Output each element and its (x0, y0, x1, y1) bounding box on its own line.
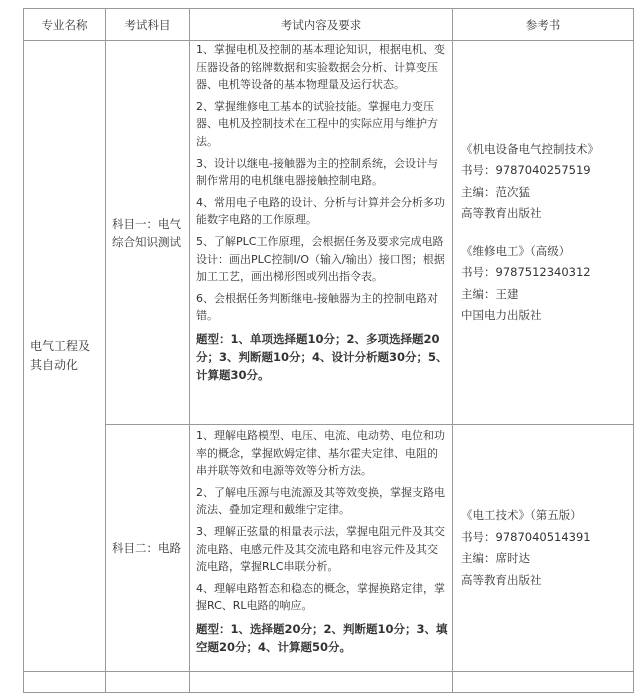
empty-cell (24, 672, 106, 693)
empty-cell (106, 672, 190, 693)
content-item: 6、会根据任务判断继电-接触器为主的控制电路对错。 (196, 291, 438, 323)
empty-cell (453, 672, 634, 693)
book-title: 《机电设备电气控制技术》 (461, 141, 599, 156)
book-isbn: 书号：9787040514391 (461, 529, 591, 544)
book-editor: 主编：席时达 (461, 551, 530, 565)
book-title: 《维修电工》（高级） (461, 243, 571, 258)
reference-books (453, 41, 634, 425)
empty-cell (190, 672, 453, 693)
book-publisher: 中国电力出版社 (461, 308, 542, 322)
content-item: 1、理解电路模型、电压、电流、电动势、电位和功率的概念，掌握欧姆定律、基尔霍夫定律、电阻的串并联等效和电源等效等分析方法。 (196, 429, 445, 478)
header-books: 参考书 (453, 9, 634, 41)
content-item: 3、理解正弦量的相量表示法，掌握电阻元件及其交流电路、电感元件及其交流电路和电容元件及其交流电路，掌握RLC串联分析。 (196, 524, 445, 574)
header-subject: 考试科目 (106, 9, 190, 41)
question-types: 题型：1、单项选择题10分；2、多项选择题20分；3、判断题10分；4、设计分析题30分；5、计算题30分。 (196, 331, 448, 383)
subject-content (190, 425, 453, 672)
book-publisher: 高等教育出版社 (461, 206, 542, 220)
book (461, 505, 629, 591)
table-row (24, 672, 634, 693)
book-title: 《电工技术》（第五版） (461, 508, 582, 522)
content-item: 5、了解PLC工作原理，会根据任务及要求完成电路设计：画出PLC控制I/O（输入/输出）接口图；根据加工工艺，画出梯形图或列出指令表。 (196, 234, 445, 284)
exam-table (23, 8, 634, 693)
reference-books (453, 425, 634, 672)
header-major: 专业名称 (24, 9, 106, 41)
book-isbn: 书号：9787512340312 (461, 265, 591, 279)
subject-name: 科目一：电气综合知识测试 (106, 41, 190, 425)
book-publisher: 高等教育出版社 (461, 572, 542, 587)
table-row (24, 41, 634, 425)
header-content: 考试内容及要求 (190, 9, 453, 41)
table-row (24, 425, 634, 672)
table-header-row (24, 9, 634, 41)
content-item: 4、理解电路暂态和稳态的概念，掌握换路定律，掌握RC、RL电路的响应。 (196, 581, 445, 613)
book (461, 241, 629, 327)
subject-content (190, 41, 453, 425)
content-item: 4、常用电子电路的设计、分析与计算并会分析多功能数字电路的工作原理。 (196, 195, 445, 227)
book-editor: 主编：王建 (461, 286, 519, 301)
subject-name: 科目二：电路 (106, 425, 190, 672)
book (461, 139, 629, 225)
content-item: 3、设计以继电-接触器为主的控制系统，会设计与制作常用的电机继电器接触控制电路。 (196, 156, 438, 188)
content-item: 1、掌握电机及控制的基本理论知识，根据电机、变压器设备的铭牌数据和实验数据会分析、计算变压器、电机等设备的基本物理量及运行状态。 (196, 43, 445, 92)
book-isbn: 书号：9787040257519 (461, 163, 591, 177)
question-types: 题型：1、选择题20分；2、判断题10分；3、填空题20分；4、计算题50分。 (196, 621, 448, 655)
content-item: 2、掌握维修电工基本的试验技能。掌握电力变压器、电机及控制技术在工程中的实际应用与维护方法。 (196, 99, 438, 148)
major-name: 电气工程及其自动化 (24, 41, 106, 672)
book-editor: 主编：范次猛 (461, 184, 530, 199)
content-item: 2、了解电压源与电流源及其等效变换，掌握支路电流法、叠加定理和戴维宁定律。 (196, 485, 445, 517)
